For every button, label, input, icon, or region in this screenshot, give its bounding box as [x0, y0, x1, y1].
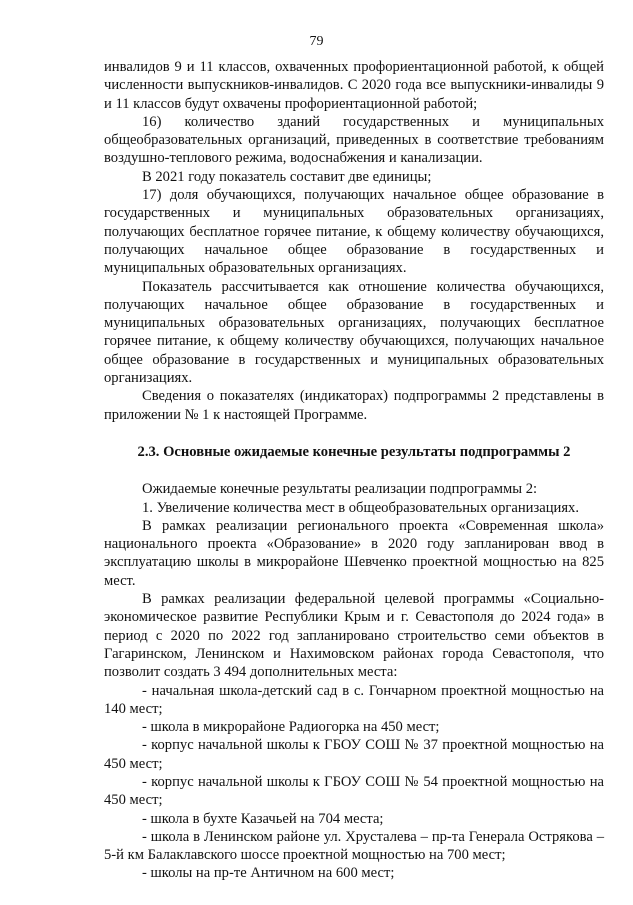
paragraph-2021-value: В 2021 году показатель составит две единицы; — [142, 168, 432, 185]
list-item-school-54: - корпус начальной школы к ГБОУ СОШ № 54 проектной мощностью на 450 мест; — [104, 773, 604, 809]
document-body — [104, 58, 604, 883]
list-item-antichny: - школы на пр-те Античном на 600 мест; — [142, 865, 395, 882]
spacer — [104, 424, 604, 443]
paragraph-calculation: Показатель рассчитывается как отношение количества обучающихся, получающих начальное общее образование в государственных и муниципальных образовательных организациях, получающих бесплатное горячее питание, к общему количеству обучающихся, получающих начальное общее образование в государственных и муниципальных образовательных организациях. — [104, 278, 604, 387]
paragraph-indicators-info: Сведения о показателях (индикаторах) подпрограммы 2 представлены в приложении № 1 к настоящей Программе. — [104, 388, 604, 423]
list-item-goncharnoe: - начальная школа-детский сад в с. Гончарном проектной мощностью на 140 мест; — [104, 682, 604, 717]
paragraph-expected-results: Ожидаемые конечные результаты реализации подпрограммы 2: — [142, 481, 538, 498]
section-heading: 2.3. Основные ожидаемые конечные результаты подпрограммы 2 — [137, 443, 571, 460]
paragraph-regional-project: В рамках реализации регионального проекта «Современная школа» национального проекта «Образование» в 2020 году запланирован ввод в эксплуатацию школы в микрорайоне Шевченко проектной мощностью на 825 мест. — [104, 517, 604, 589]
list-item-radiogorka: - школа в микрорайоне Радиогорка на 450 мест; — [142, 719, 440, 736]
spacer — [104, 461, 604, 480]
page-number: 79 — [309, 34, 324, 49]
paragraph-continuation: инвалидов 9 и 11 классов, охваченных профориентационной работой, к общей численности выпускников-инвалидов. С 2020 года все выпускники-инвалиды 9 и 11 классов будут охвачены профориентационной работой; — [104, 59, 604, 112]
list-item-leninsky: - школа в Ленинском районе ул. Хрусталева – пр-та Генерала Острякова – 5-й км Балаклавского шоссе проектной мощностью на 700 мест; — [104, 828, 604, 864]
paragraph-item-16: 16) количество зданий государственных и муниципальных общеобразовательных организаций, приведенных в соответствие требованиям воздушно-теплового режима, водоснабжения и канализации. — [104, 113, 604, 167]
paragraph-result-1: 1. Увеличение количества мест в общеобразовательных организациях. — [142, 499, 579, 516]
paragraph-federal-program: В рамках реализации федеральной целевой программы «Социально-экономическое развитие Республики Крым и г. Севастополя до 2024 года» в период с 2020 по 2022 год запланировано строительство семи объектов в Гагаринском, Ленинском и Нахимовском районах города Севастополя, что позволит создать 3 494 дополнительных места: — [104, 591, 604, 681]
paragraph-item-17: 17) доля обучающихся, получающих начальное общее образование в государственных и муниципальных образовательных организациях, получающих бесплатное горячее питание, к общему количеству обучающихся, получающих начальное общее образование в государственных и муниципальных образовательных организациях. — [104, 187, 604, 277]
list-item-kazachya: - школа в бухте Казачьей на 704 места; — [142, 810, 384, 827]
list-item-school-37: - корпус начальной школы к ГБОУ СОШ № 37 проектной мощностью на 450 мест; — [104, 737, 604, 772]
